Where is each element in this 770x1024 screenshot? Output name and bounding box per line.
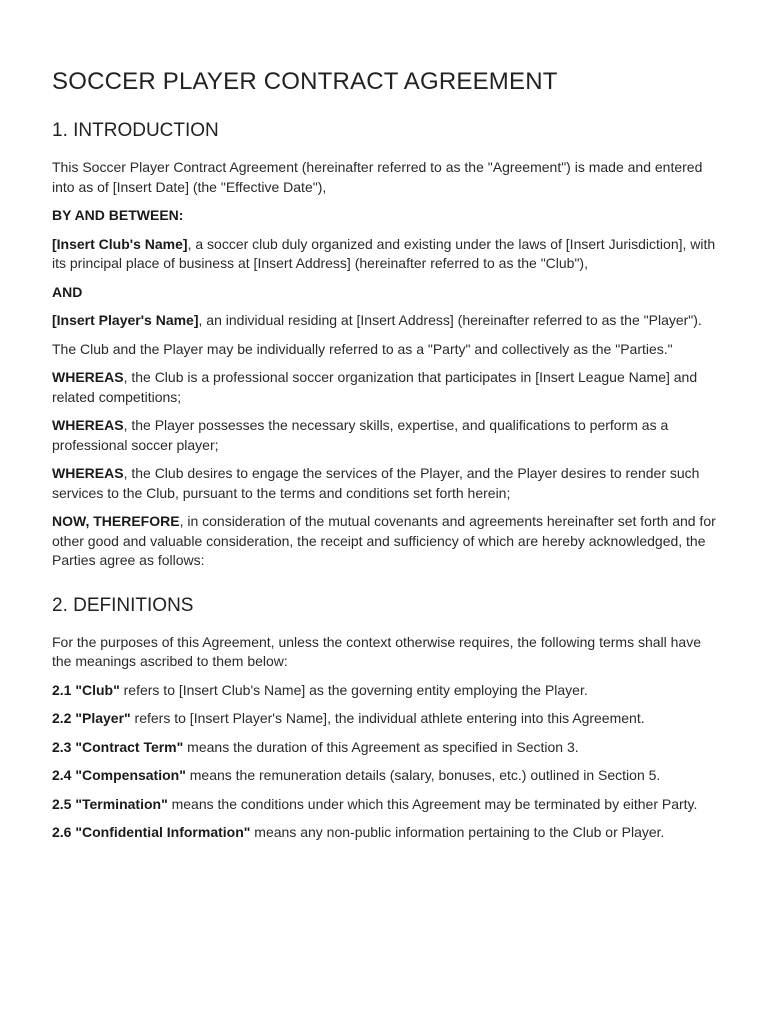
by-and-between-label: BY AND BETWEEN: — [52, 207, 184, 223]
now-therefore-label: NOW, THEREFORE — [52, 513, 180, 529]
whereas-text-3: , the Club desires to engage the services of the Player, and the Player desires to render such services to the Club, pursuant to the terms and conditions set forth herein; — [52, 465, 700, 501]
player-name-placeholder: [Insert Player's Name] — [52, 312, 199, 328]
whereas-text-2: , the Player possesses the necessary skills, expertise, and qualifications to perform as a professional soccer player; — [52, 417, 669, 453]
whereas-paragraph-1 — [52, 368, 718, 407]
and-separator — [52, 283, 718, 303]
definitions-intro: For the purposes of this Agreement, unless the context otherwise requires, the following terms shall have the meanings ascribed to them below: — [52, 633, 702, 669]
club-paragraph — [52, 235, 718, 274]
definition-term: 2.2 "Player" — [52, 710, 131, 726]
definition-text: means any non-public information pertaining to the Club or Player. — [250, 824, 665, 840]
now-therefore-text: , in consideration of the mutual covenants and agreements hereinafter set forth and for other good and valuable consideration, the receipt and sufficiency of which are hereby acknowledged, the Parties agree as follows: — [52, 513, 716, 568]
whereas-label-3: WHEREAS — [52, 465, 124, 481]
club-name-placeholder: [Insert Club's Name] — [52, 235, 188, 252]
definition-item — [52, 823, 718, 843]
definition-text: means the conditions under which this Agreement may be terminated by either Party. — [167, 795, 698, 812]
whereas-paragraph-2 — [52, 416, 718, 455]
now-therefore-paragraph — [52, 512, 718, 571]
definition-text: means the remuneration details (salary, bonuses, etc.) outlined in Section 5. — [185, 767, 661, 783]
by-and-between — [52, 206, 718, 226]
club-paragraph-text: , a soccer club duly organized and existing under the laws of [Insert Jurisdiction], with its principal place of business at [Insert Address] (hereinafter referred to as the "Club"), — [52, 235, 716, 271]
definition-text: refers to [Insert Player's Name], the individual athlete entering into this Agreement. — [130, 710, 645, 726]
definition-term: 2.4 "Compensation" — [52, 767, 186, 783]
and-label: AND — [52, 283, 83, 300]
definition-item — [52, 709, 718, 729]
definition-term: 2.6 "Confidential Information" — [52, 824, 251, 840]
definition-item — [52, 738, 718, 758]
whereas-label-1: WHEREAS — [52, 369, 124, 385]
definition-term: 2.1 "Club" — [52, 681, 120, 698]
definition-item — [52, 681, 718, 701]
definition-text: means the duration of this Agreement as specified in Section 3. — [183, 738, 579, 755]
definition-text: refers to [Insert Club's Name] as the governing entity employing the Player. — [119, 681, 588, 698]
player-paragraph-text: , an individual residing at [Insert Address] (hereinafter referred to as the "Player"). — [198, 312, 702, 328]
definition-term: 2.3 "Contract Term" — [52, 738, 184, 755]
whereas-text-1: , the Club is a professional soccer organization that participates in [Insert League Name] and related competitions; — [52, 369, 698, 405]
whereas-label-2: WHEREAS — [52, 417, 124, 433]
definition-item — [52, 766, 718, 786]
section-heading-introduction: 1. INTRODUCTION — [52, 120, 219, 141]
definition-term: 2.5 "Termination" — [52, 795, 168, 812]
intro-paragraph: This Soccer Player Contract Agreement (hereinafter referred to as the "Agreement") is made and entered into as of [Insert Date] (the "Effective Date"), — [52, 159, 703, 195]
document-title: SOCCER PLAYER CONTRACT AGREEMENT — [52, 68, 558, 95]
player-paragraph — [52, 311, 718, 331]
whereas-paragraph-3 — [52, 464, 718, 503]
parties-paragraph: The Club and the Player may be individually referred to as a "Party" and collectively as the "Parties." — [52, 340, 673, 357]
section-heading-definitions: 2. DEFINITIONS — [52, 594, 194, 616]
definition-item — [52, 795, 718, 815]
